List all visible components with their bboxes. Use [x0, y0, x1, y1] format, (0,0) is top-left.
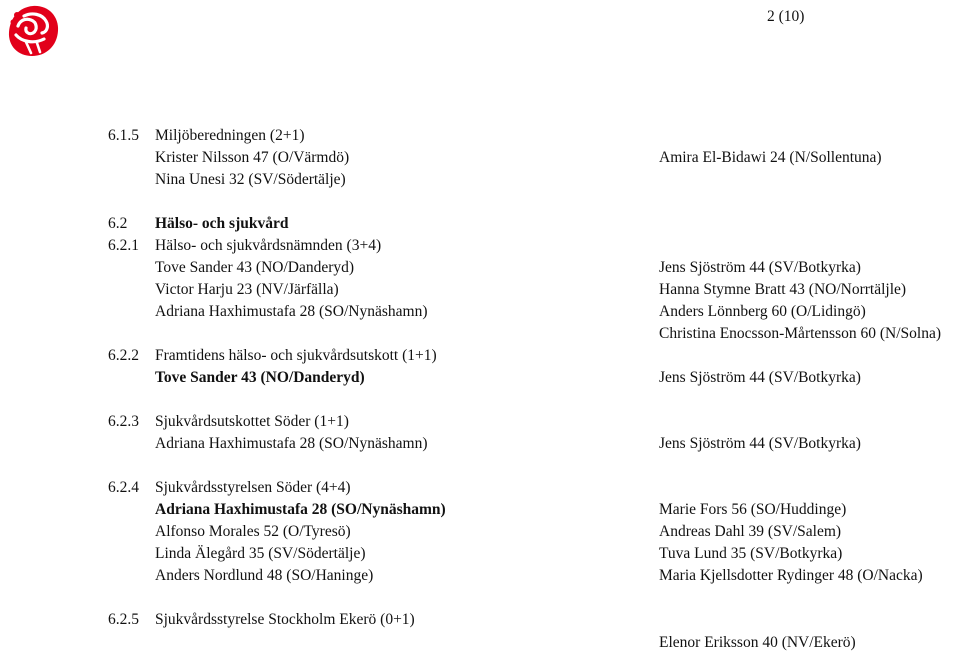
substitute: Maria Kjellsdotter Rydinger 48 (O/Nacka): [659, 567, 923, 584]
section-number: 6.2.4: [108, 479, 139, 496]
section-title: Miljöberedningen (2+1): [155, 127, 305, 144]
section-number: 6.2.1: [108, 237, 139, 254]
member: Victor Harju 23 (NV/Järfälla): [155, 281, 339, 298]
substitute: Hanna Stymne Bratt 43 (NO/Norrtäljle): [659, 281, 907, 298]
member: Nina Unesi 32 (SV/Södertälje): [155, 171, 346, 188]
member: Adriana Haxhimustafa 28 (SO/Nynäshamn): [155, 435, 428, 452]
section-number: 6.2.5: [108, 611, 139, 628]
page-number: 2 (10): [767, 8, 805, 25]
member: Linda Älegård 35 (SV/Södertälje): [155, 545, 366, 562]
member: Adriana Haxhimustafa 28 (SO/Nynäshamn): [155, 303, 428, 320]
substitute: Anders Lönnberg 60 (O/Lidingö): [659, 303, 866, 320]
member: Krister Nilsson 47 (O/Värmdö): [155, 149, 350, 166]
substitute: Amira El-Bidawi 24 (N/Sollentuna): [659, 149, 882, 166]
substitute: Jens Sjöström 44 (SV/Botkyrka): [659, 369, 861, 386]
section-title: Framtidens hälso- och sjukvårdsutskott (1+1): [155, 347, 437, 364]
section-title: Hälso- och sjukvård: [155, 215, 289, 232]
section-number: 6.2.3: [108, 413, 139, 430]
member: Tove Sander 43 (NO/Danderyd): [155, 369, 365, 386]
substitute: Marie Fors 56 (SO/Huddinge): [659, 501, 847, 518]
section-title: Sjukvårdsutskottet Söder (1+1): [155, 413, 349, 430]
section-title: Sjukvårdsstyrelsen Söder (4+4): [155, 479, 351, 496]
section-title: Hälso- och sjukvårdsnämnden (3+4): [155, 237, 382, 254]
substitute: Elenor Eriksson 40 (NV/Ekerö): [659, 634, 856, 651]
member: Anders Nordlund 48 (SO/Haninge): [155, 567, 374, 584]
substitute: Christina Enocsson-Mårtensson 60 (N/Solna): [659, 325, 941, 342]
section-title: Sjukvårdsstyrelse Stockholm Ekerö (0+1): [155, 611, 415, 628]
substitute: Tuva Lund 35 (SV/Botkyrka): [659, 545, 843, 562]
section-number: 6.1.5: [108, 127, 139, 144]
substitute: Jens Sjöström 44 (SV/Botkyrka): [659, 435, 861, 452]
section-number: 6.2: [108, 215, 128, 232]
substitute: Andreas Dahl 39 (SV/Salem): [659, 523, 842, 540]
member: Adriana Haxhimustafa 28 (SO/Nynäshamn): [155, 501, 446, 518]
member: Alfonso Morales 52 (O/Tyresö): [155, 523, 351, 540]
substitute: Jens Sjöström 44 (SV/Botkyrka): [659, 259, 861, 276]
rose-logo-icon: [4, 2, 62, 60]
section-number: 6.2.2: [108, 347, 139, 364]
member: Tove Sander 43 (NO/Danderyd): [155, 259, 355, 276]
